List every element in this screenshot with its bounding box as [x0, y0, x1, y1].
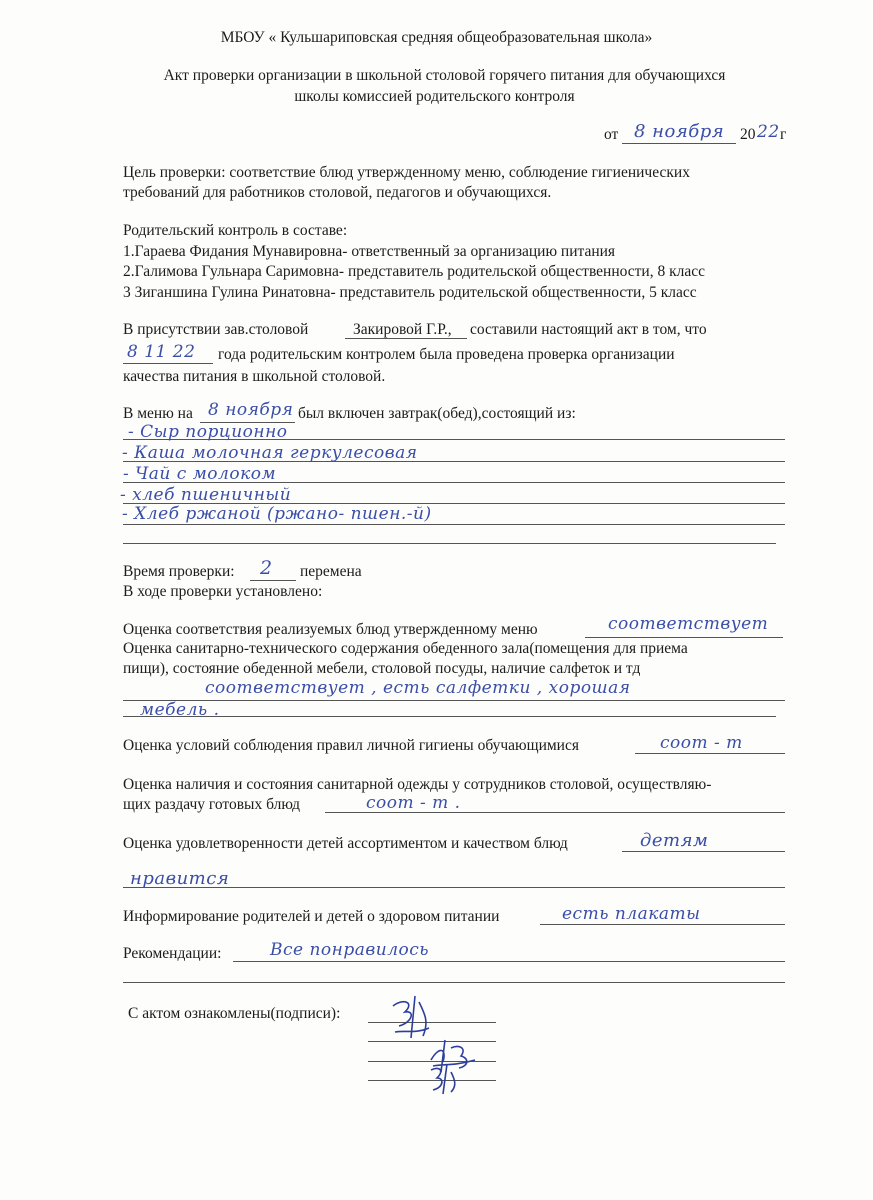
presence-line2: года родительским контролем была проведена проверка организации: [218, 346, 675, 363]
sanitary-label-line2: пищи), состояние обеденной мебели, столовой посуды, наличие салфеток и тд: [123, 660, 641, 677]
hygiene-underline: [635, 753, 785, 754]
commission-member: 2.Галимова Гульнара Саримовна- представитель родительской общественности, 8 класс: [123, 263, 706, 280]
recommendations-line: [123, 982, 785, 983]
menu-item: - Чай с молоком: [123, 464, 277, 484]
presence-prefix: В присутствии зав.столовой: [123, 321, 309, 338]
sanitary-label-line1: Оценка санитарно-технического содержания обеденного зала(помещения для приема: [123, 640, 688, 657]
informing-label: Информирование родителей и детей о здоровом питании: [123, 908, 500, 925]
date-underline: [622, 143, 736, 144]
check-time-prefix: Время проверки:: [123, 563, 235, 580]
school-name: МБОУ « Кульшариповская средняя общеобразовательная школа»: [220, 29, 653, 46]
commission-heading: Родительский контроль в составе:: [123, 222, 348, 239]
name-underline: [345, 338, 467, 339]
commission-member: 1.Гараева Фидания Мунавировна- ответственный за организацию питания: [123, 243, 616, 260]
date-year-suffix: 22: [757, 122, 780, 142]
menu-prefix: В меню на: [123, 405, 193, 422]
uniform-label-line2: щих раздачу готовых блюд: [123, 796, 301, 813]
menu-line: [123, 543, 776, 544]
hygiene-value: соот - т: [660, 733, 743, 753]
signature-3: [425, 1062, 465, 1096]
findings-heading: В ходе проверки установлено:: [123, 583, 323, 600]
menu-date: 8 ноября: [208, 400, 294, 420]
date-suffix: г: [780, 126, 787, 143]
cafeteria-head-name: Закировой Г.Р.,: [353, 321, 452, 338]
sanitary-value-line2: мебель .: [140, 700, 220, 720]
recommendations-underline: [233, 961, 785, 962]
signatures-label: С актом ознакомлены(подписи):: [128, 1005, 341, 1022]
recommendations-label: Рекомендации:: [123, 945, 222, 962]
menu-item: - хлеб пшеничный: [120, 485, 292, 505]
signature-1: [385, 992, 445, 1042]
purpose-line1: Цель проверки: соответствие блюд утвержденному меню, соблюдение гигиенических: [123, 164, 690, 181]
informing-underline: [540, 924, 785, 925]
presence-date-underline: [123, 363, 213, 364]
menu-compliance-value: соответствует: [608, 614, 769, 634]
presence-suffix: составили настоящий акт в том, что: [470, 321, 707, 338]
hygiene-label: Оценка условий соблюдения правил личной гигиены обучающимися: [123, 737, 579, 754]
check-time-value: 2: [260, 557, 273, 579]
commission-member: 3 Зиганшина Гулина Ринатовна- представитель родительской общественности, 5 класс: [123, 284, 697, 301]
act-title-line2: школы комиссией родительского контроля: [294, 88, 575, 105]
informing-value: есть плакаты: [562, 904, 701, 924]
menu-item: - Каша молочная геркулесовая: [122, 443, 418, 463]
menu-compliance-underline: [585, 637, 783, 638]
satisfaction-underline: [622, 851, 785, 852]
menu-item: - Хлеб ржаной (ржано- пшен.-й): [122, 504, 432, 524]
sanitary-value-line1: соответствует , есть салфетки , хорошая: [205, 678, 631, 698]
menu-line: [123, 524, 785, 525]
check-time-suffix: перемена: [300, 563, 362, 580]
sanitary-line: [123, 700, 785, 701]
act-title-line1: Акт проверки организации в школьной столовой горячего питания для обучающихся: [163, 67, 726, 84]
presence-date: 8 11 22: [127, 342, 196, 362]
date-year-prefix: 20: [740, 126, 756, 143]
satisfaction-value-line2: нравится: [130, 868, 230, 889]
uniform-value: соот - т .: [366, 793, 461, 813]
date-prefix: от: [604, 126, 619, 143]
menu-item: - Сыр порционно: [128, 422, 288, 442]
menu-suffix: был включен завтрак(обед),состоящий из:: [298, 405, 576, 422]
uniform-label-line1: Оценка наличия и состояния санитарной одежды у сотрудников столовой, осуществляю-: [123, 776, 712, 793]
recommendations-value: Все понравилось: [270, 940, 430, 960]
date-day-month: 8 ноября: [634, 121, 725, 142]
purpose-line2: требований для работников столовой, педагогов и обучающихся.: [123, 184, 552, 201]
satisfaction-value-line1: детям: [640, 830, 709, 851]
check-time-underline: [250, 580, 296, 581]
menu-compliance-label: Оценка соответствия реализуемых блюд утвержденному меню: [123, 621, 538, 638]
sanitary-line: [123, 716, 776, 717]
satisfaction-label: Оценка удовлетворенности детей ассортиментом и качеством блюд: [123, 835, 568, 852]
presence-line3: качества питания в школьной столовой.: [123, 368, 386, 385]
